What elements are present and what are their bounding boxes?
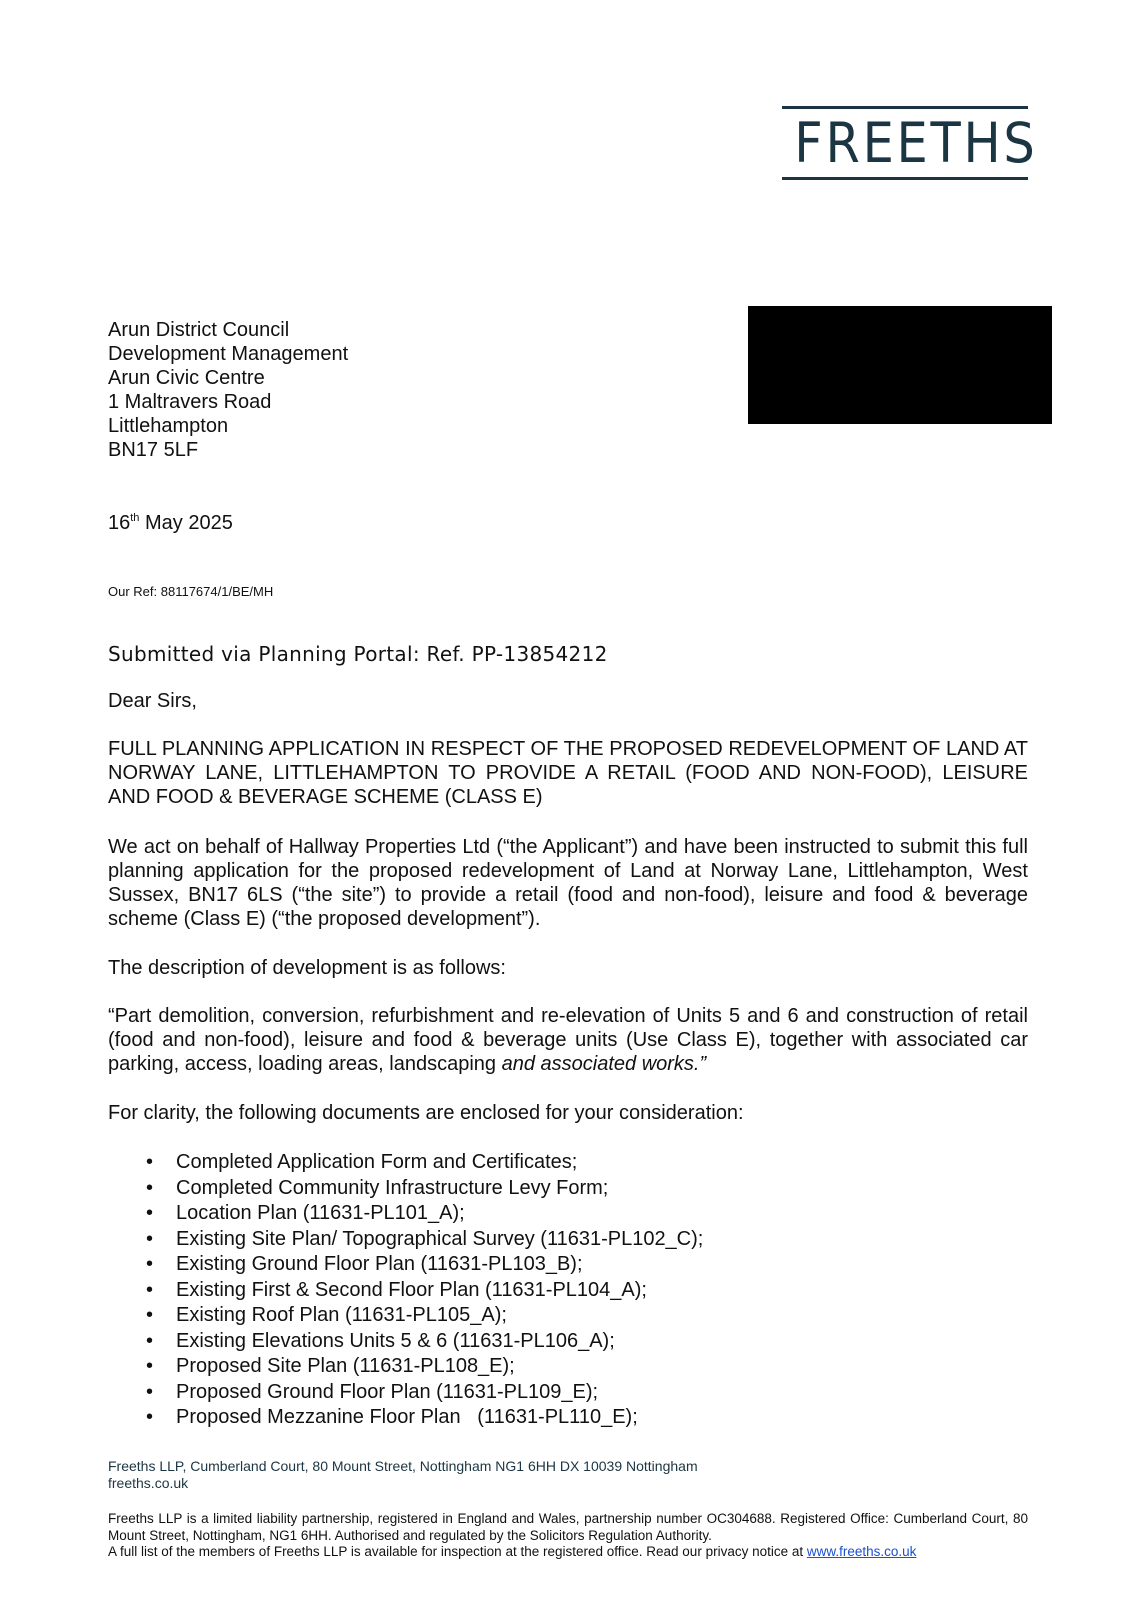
list-item: • Existing First & Second Floor Plan (11631-PL104_A); xyxy=(108,1278,703,1304)
address-line: Development Management xyxy=(108,343,349,365)
description-main: “Part demolition, conversion, refurbishment and re-elevation of Units 5 and 6 and construction of retail (food and non-food), leisure and food & beverage units (Use Class E), together with associated car parking, access, loading areas, landscaping xyxy=(108,1005,1028,1075)
address-line: Arun District Council xyxy=(108,319,290,341)
footer-address: Freeths LLP, Cumberland Court, 80 Mount Street, Nottingham NG1 6HH DX 10039 Nottingham xyxy=(108,1458,698,1474)
description-intro: The description of development is as follows: xyxy=(108,957,506,979)
intro-paragraph: We act on behalf of Hallway Properties Ltd (“the Applicant”) and have been instructed to submit this full planning application for the proposed redevelopment of Land at Norway Lane, Littlehampton, West Sussex, BN17 6LS (“the site”) to provide a retail (food and non-food), leisure and food & beverage scheme (Class E) (“the proposed development”). xyxy=(108,836,1028,930)
footer-address-block xyxy=(108,1458,698,1492)
description-of-development xyxy=(108,1004,1028,1076)
portal-reference: Submitted via Planning Portal: Ref. PP-13854212 xyxy=(108,642,608,666)
list-item: • Existing Elevations Units 5 & 6 (11631-PL106_A); xyxy=(108,1329,703,1355)
list-item: • Completed Community Infrastructure Levy Form; xyxy=(108,1176,703,1202)
description-end: and associated works.” xyxy=(501,1053,707,1075)
address-line: BN17 5LF xyxy=(108,439,199,461)
date-rest: May 2025 xyxy=(145,512,233,534)
privacy-notice-link[interactable]: www.freeths.co.uk xyxy=(806,1544,917,1559)
logo-text: FREETHS xyxy=(794,111,1038,175)
list-item: • Existing Roof Plan (11631-PL105_A); xyxy=(108,1303,703,1329)
legal-text-privacy xyxy=(108,1544,1028,1561)
letter-date xyxy=(108,512,233,535)
list-item: • Existing Ground Floor Plan (11631-PL103_B); xyxy=(108,1252,703,1278)
list-item: • Completed Application Form and Certificates; xyxy=(108,1150,703,1176)
privacy-text: A full list of the members of Freeths LLP is available for inspection at the registered office. Read our privacy notice at xyxy=(108,1544,804,1559)
footer-website: freeths.co.uk xyxy=(108,1475,189,1491)
list-item: • Proposed Ground Floor Plan (11631-PL109_E); xyxy=(108,1380,703,1406)
recipient-address xyxy=(108,318,348,462)
date-day: 16 xyxy=(108,512,131,534)
address-line: Littlehampton xyxy=(108,415,229,437)
enclosed-documents-list xyxy=(108,1150,703,1431)
documents-intro: For clarity, the following documents are enclosed for your consideration: xyxy=(108,1102,744,1124)
date-suffix: th xyxy=(130,512,140,524)
legal-text: Freeths LLP is a limited liability partnership, registered in England and Wales, partnership number OC304688. Registered Office: Cumberland Court, 80 Mount Street, Nottingham, NG1 6HH. Authorised and regulated by the Solicitors Regulation Authority. xyxy=(108,1511,1028,1543)
our-reference: Our Ref: 88117674/1/BE/MH xyxy=(108,584,274,599)
redacted-block xyxy=(748,306,1052,424)
freeths-logo xyxy=(782,106,1038,180)
address-line: 1 Maltravers Road xyxy=(108,391,272,413)
footer-legal-notice xyxy=(108,1511,1028,1561)
salutation: Dear Sirs, xyxy=(108,690,197,712)
list-item: • Proposed Mezzanine Floor Plan (11631-PL110_E); xyxy=(108,1405,703,1431)
list-item: • Proposed Site Plan (11631-PL108_E); xyxy=(108,1354,703,1380)
logo-bottom-rule xyxy=(782,177,1028,180)
list-item: • Location Plan (11631-PL101_A); xyxy=(108,1201,703,1227)
list-item: • Existing Site Plan/ Topographical Survey (11631-PL102_C); xyxy=(108,1227,703,1253)
letter-heading: FULL PLANNING APPLICATION IN RESPECT OF THE PROPOSED REDEVELOPMENT OF LAND AT NORWAY LANE, LITTLEHAMPTON TO PROVIDE A RETAIL (FOOD AND NON-FOOD), LEISURE AND FOOD & BEVERAGE SCHEME (CLASS E) xyxy=(108,738,1028,808)
address-line: Arun Civic Centre xyxy=(108,367,265,389)
